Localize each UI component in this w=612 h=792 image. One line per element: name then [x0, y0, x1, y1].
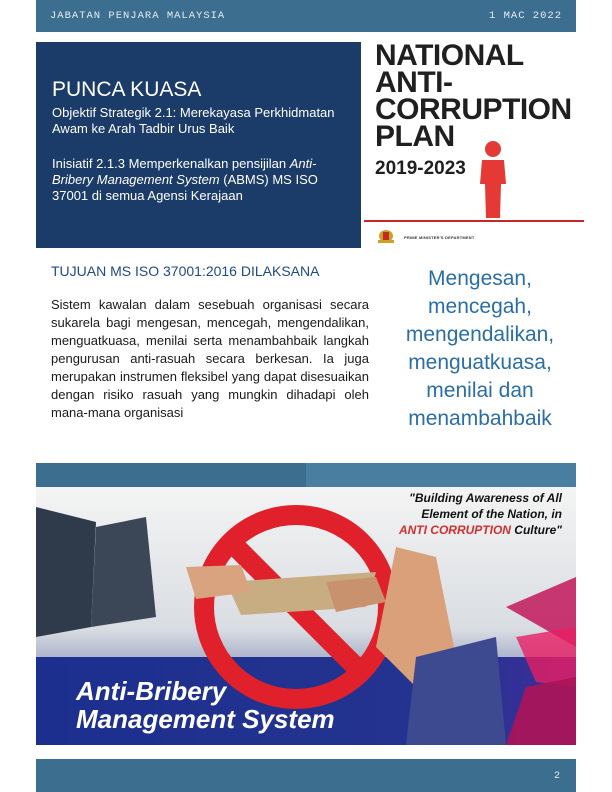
nacp-years: 2019-2023 [375, 158, 466, 179]
keyword: mencegah, [428, 295, 532, 318]
banner-title [76, 677, 335, 733]
section-heading: TUJUAN MS ISO 37001:2016 DILAKSANA [51, 263, 320, 279]
keyword: menilai dan [426, 379, 534, 402]
quote-highlight: ANTI CORRUPTION [398, 523, 511, 537]
authority-panel [36, 42, 361, 248]
department-label: PRIME MINISTER'S DEPARTMENT [404, 235, 475, 240]
divider-bar [36, 463, 576, 487]
quote-line: Element of the Nation, in [421, 507, 562, 521]
nacp-title [375, 39, 572, 153]
section-body: Sistem kawalan dalam sesebuah organisasi secara sukarela bagi mengesan, mencegah, mengendalikan, menguatkuasa, menilai serta menambahbaik langkah pengurusan anti-rasuah secara berkesan. Ia juga merupakan instrumen fleksibel yang dapat disesuaikan dengan risiko rasuah yang mungkin dihadapi oleh mana-mana organisasi [51, 297, 369, 420]
initiative-prefix: Inisiatif 2.1.3 Memperkenalkan pensijilan [52, 156, 290, 171]
nacp-title-line: CORRUPTION [375, 93, 572, 126]
government-crest-icon [376, 227, 396, 245]
page-number: 2 [553, 771, 560, 782]
banner-title-line: Management System [76, 704, 335, 734]
keyword: menambahbaik [408, 407, 552, 430]
banner-quote [332, 490, 562, 538]
document-date: 1 MAC 2022 [488, 10, 562, 22]
organization-name: JABATAN PENJARA MALAYSIA [50, 10, 226, 22]
initiative-suffix: (ABMS) MS ISO 37001 di semua Agensi Kerajaan [52, 172, 318, 203]
banner-title-line: Anti-Bribery [76, 676, 227, 706]
initiative-italic: Anti-Bribery Management System [52, 156, 317, 187]
footer-bar [36, 759, 576, 792]
authority-heading: PUNCA KUASA [52, 78, 202, 101]
initiative-text [52, 156, 344, 204]
keyword: menguatkuasa, [408, 351, 552, 374]
keyword: mengendalikan, [405, 323, 555, 346]
quote-line [332, 522, 562, 538]
abms-banner [36, 487, 576, 745]
nacp-title-line: PLAN [375, 120, 455, 153]
divider-bar-accent [306, 463, 576, 487]
person-icon [476, 140, 510, 218]
strategic-objective: Objektif Strategik 2.1: Merekayasa Perkhidmatan Awam ke Arah Tadbir Urus Baik [52, 105, 335, 136]
nacp-title-line: ANTI- [375, 66, 453, 99]
keyword: Mengesan, [428, 267, 532, 290]
divider-line [364, 220, 584, 222]
keyword-list [390, 265, 570, 433]
nacp-cover [364, 39, 584, 248]
nacp-title-line: NATIONAL [375, 39, 524, 72]
header-bar [36, 0, 576, 32]
quote-line: "Building Awareness of All [409, 491, 562, 505]
quote-end: Culture" [510, 523, 562, 537]
